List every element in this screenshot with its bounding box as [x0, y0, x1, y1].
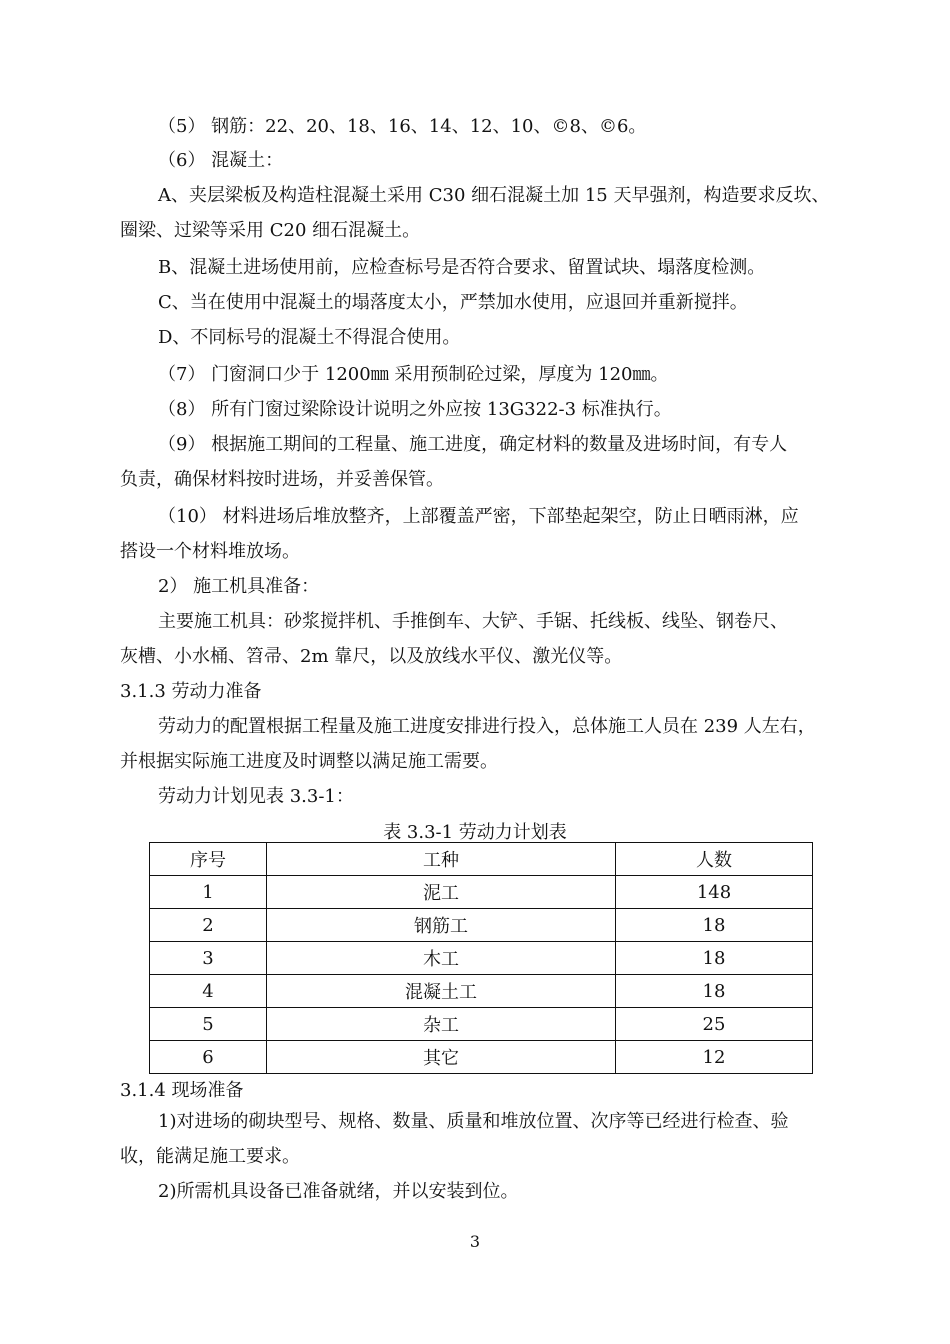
table-caption: 表 3.3-1 劳动力计划表 — [383, 822, 567, 843]
concrete-d: D、不同标号的混凝土不得混合使用。 — [158, 327, 461, 348]
concrete-a-line2: 圈梁、过梁等采用 C20 细石混凝土。 — [120, 220, 421, 241]
cell-trade: 杂工 — [267, 1008, 616, 1041]
table-row — [150, 942, 813, 975]
cell-index: 3 — [150, 942, 267, 975]
cell-trade: 混凝土工 — [267, 975, 616, 1008]
item-concrete: （6） 混凝土： — [158, 150, 284, 171]
concrete-c: C、当在使用中混凝土的塌落度太小，严禁加水使用，应退回并重新搅拌。 — [158, 292, 748, 313]
tools-line2: 灰槽、小水桶、笤帚、2m 靠尺，以及放线水平仪、激光仪等。 — [120, 646, 623, 667]
tools-line1: 主要施工机具：砂浆搅拌机、手推倒车、大铲、手锯、托线板、线坠、钢卷尺、 — [158, 611, 788, 632]
item-material-line2: 负责，确保材料按时进场，并妥善保管。 — [120, 469, 444, 490]
item-storage-line1: （10） 材料进场后堆放整齐，上部覆盖严密，下部垫起架空，防止日晒雨淋，应 — [158, 506, 799, 527]
labor-line2: 并根据实际施工进度及时调整以满足施工需要。 — [120, 751, 498, 772]
cell-index: 2 — [150, 909, 267, 942]
table-row — [150, 876, 813, 909]
site-item2: 2)所需机具设备已准备就绪，并以安装到位。 — [158, 1181, 519, 1202]
table-row — [150, 1041, 813, 1074]
cell-index: 4 — [150, 975, 267, 1008]
table-header-row — [150, 843, 813, 876]
page-number: 3 — [469, 1232, 481, 1251]
cell-trade: 其它 — [267, 1041, 616, 1074]
tools-heading: 2） 施工机具准备： — [158, 576, 320, 597]
item-storage-line2: 搭设一个材料堆放场。 — [120, 541, 300, 562]
cell-index: 6 — [150, 1041, 267, 1074]
cell-trade: 泥工 — [267, 876, 616, 909]
concrete-a-line1: A、夹层梁板及构造柱混凝土采用 C30 细石混凝土加 15 天早强剂，构造要求反坎、 — [158, 185, 830, 206]
labor-plan-ref: 劳动力计划见表 3.3-1： — [158, 786, 354, 807]
header-count: 人数 — [616, 843, 813, 876]
site-item1-line2: 收，能满足施工要求。 — [120, 1146, 300, 1167]
header-index: 序号 — [150, 843, 267, 876]
cell-count: 12 — [616, 1041, 813, 1074]
item-rebar: （5） 钢筋：22、20、18、16、14、12、10、©8、©6。 — [158, 116, 647, 137]
item-material-line1: （9） 根据施工期间的工程量、施工进度，确定材料的数量及进场时间，有专人 — [158, 434, 788, 455]
table-row — [150, 1008, 813, 1041]
site-item1-line1: 1)对进场的砌块型号、规格、数量、质量和堆放位置、次序等已经进行检查、验 — [158, 1111, 789, 1132]
item-lintel-standard: （8） 所有门窗过梁除设计说明之外应按 13G322-3 标准执行。 — [158, 399, 672, 420]
cell-index: 5 — [150, 1008, 267, 1041]
labor-plan-table — [149, 842, 813, 1074]
cell-count: 18 — [616, 909, 813, 942]
cell-count: 18 — [616, 942, 813, 975]
table-row — [150, 975, 813, 1008]
cell-trade: 钢筋工 — [267, 909, 616, 942]
item-lintel: （7） 门窗洞口少于 1200㎜ 采用预制砼过梁，厚度为 120㎜。 — [158, 364, 669, 385]
table-row — [150, 909, 813, 942]
section-heading-site: 3.1.4 现场准备 — [120, 1080, 244, 1101]
concrete-b: B、混凝土进场使用前，应检查标号是否符合要求、留置试块、塌落度检测。 — [158, 257, 766, 278]
labor-line1: 劳动力的配置根据工程量及施工进度安排进行投入，总体施工人员在 239 人左右， — [158, 716, 816, 737]
cell-count: 25 — [616, 1008, 813, 1041]
cell-trade: 木工 — [267, 942, 616, 975]
header-trade: 工种 — [267, 843, 616, 876]
section-heading-labor: 3.1.3 劳动力准备 — [120, 681, 262, 702]
cell-index: 1 — [150, 876, 267, 909]
cell-count: 148 — [616, 876, 813, 909]
cell-count: 18 — [616, 975, 813, 1008]
